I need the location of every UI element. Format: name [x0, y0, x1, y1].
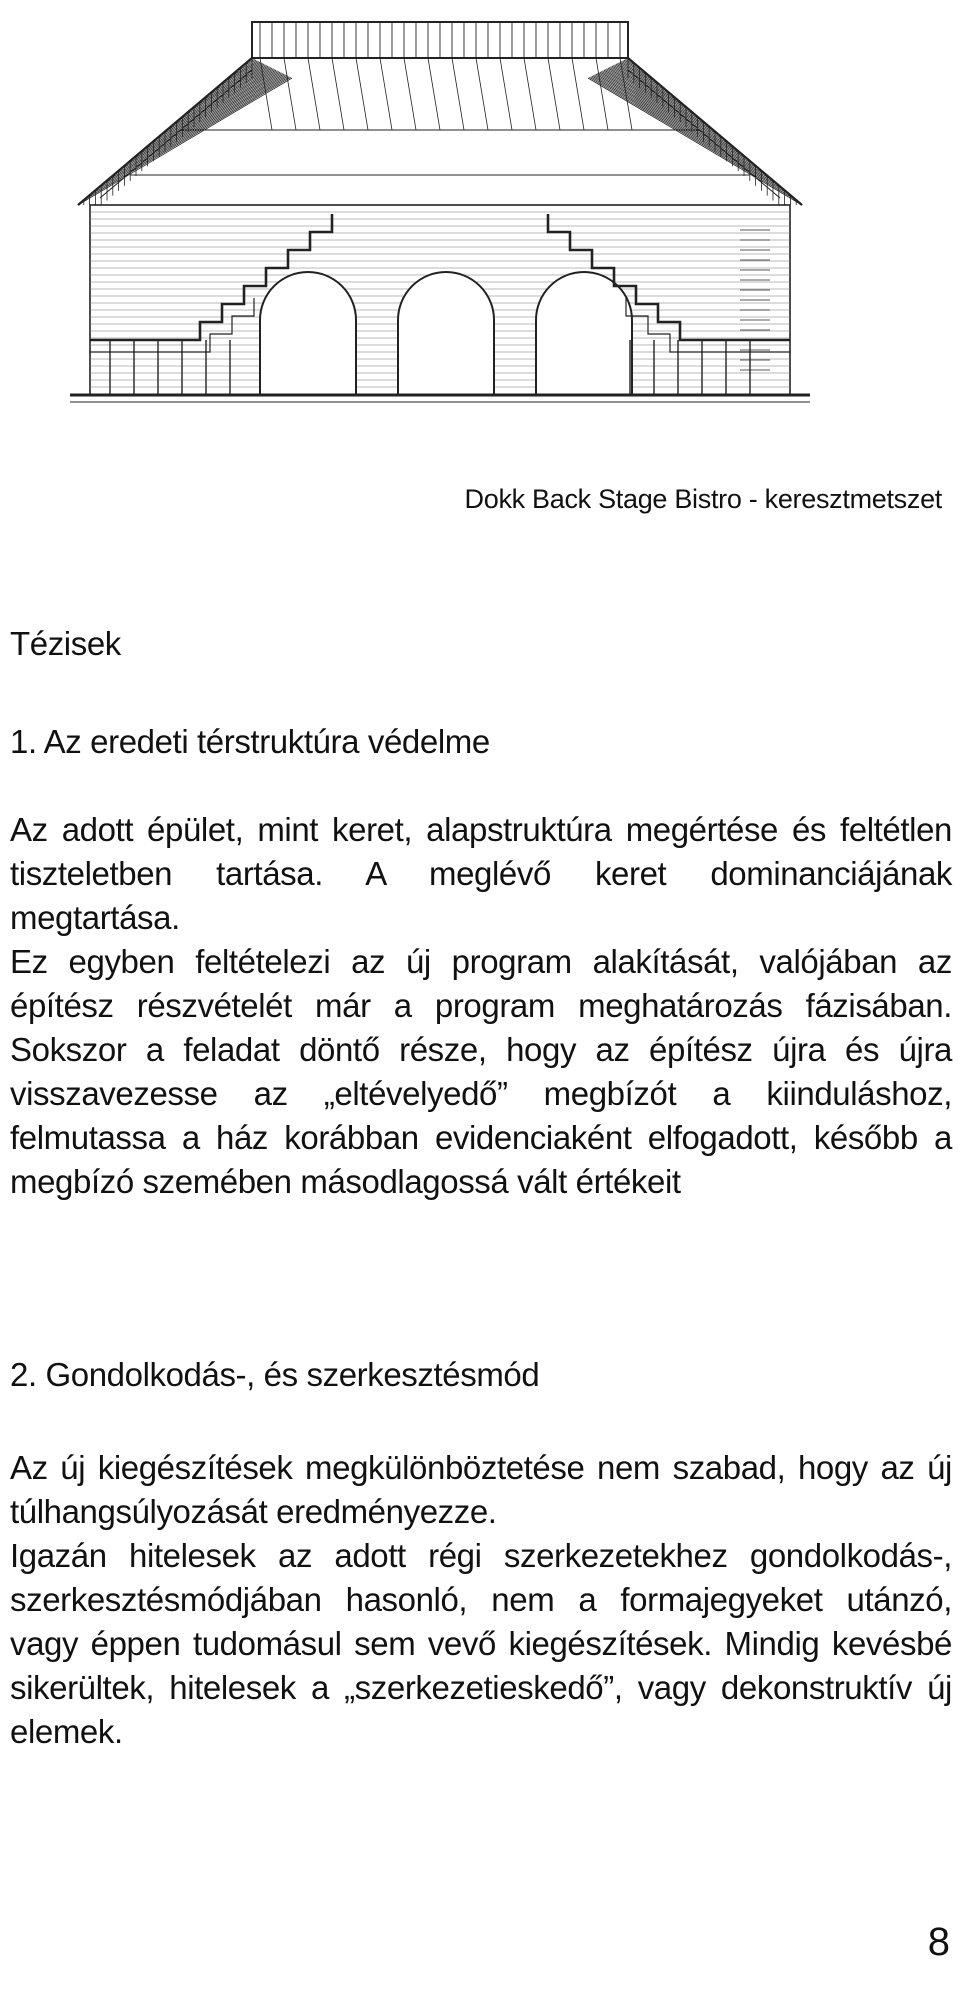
section-title-2: 2. Gondolkodás-, és szerkesztésmód	[10, 1356, 540, 1393]
paragraph: Ez egyben feltételezi az új program alakítását, valójában az építész részvételét már a program meghatározás fázisában. Sokszor a feladat döntő része, hogy az építész újra és újra visszavezesse az „eltévelyedő” megbízót a kiinduláshoz, felmutassa a ház korábban evidenciaként elfogadott, később a megbízó szemében másodlagossá vált értékeit	[10, 943, 952, 1200]
paragraph: Az adott épület, mint keret, alapstruktúra megértése és feltétlen tiszteletben tartása. A meglévő keret dominanciájának megtartása.	[10, 811, 952, 936]
building-cross-section-drawing	[70, 0, 810, 420]
figure-caption: Dokk Back Stage Bistro - keresztmetszet	[464, 484, 942, 514]
paragraph: Az új kiegészítések megkülönböztetése nem szabad, hogy az új túlhangsúlyozását eredményezze.	[10, 1449, 952, 1530]
page-number: 8	[927, 1920, 950, 1964]
section-title-1: 1. Az eredeti térstruktúra védelme	[10, 723, 490, 760]
paragraph: Igazán hitelesek az adott régi szerkezetekhez gondolkodás-, szerkesztésmódjában hasonló, nem a formajegyeket utánzó, vagy éppen tudomásul sem vevő kiegészítések. Mindig kevésbé sikerültek, hitelesek a „szerkezetieskedő”, vagy dekonstruktív új elemek.	[10, 1537, 952, 1750]
section-body-1	[10, 808, 952, 1204]
page-heading: Tézisek	[10, 625, 121, 662]
section-body-2	[10, 1446, 952, 1754]
